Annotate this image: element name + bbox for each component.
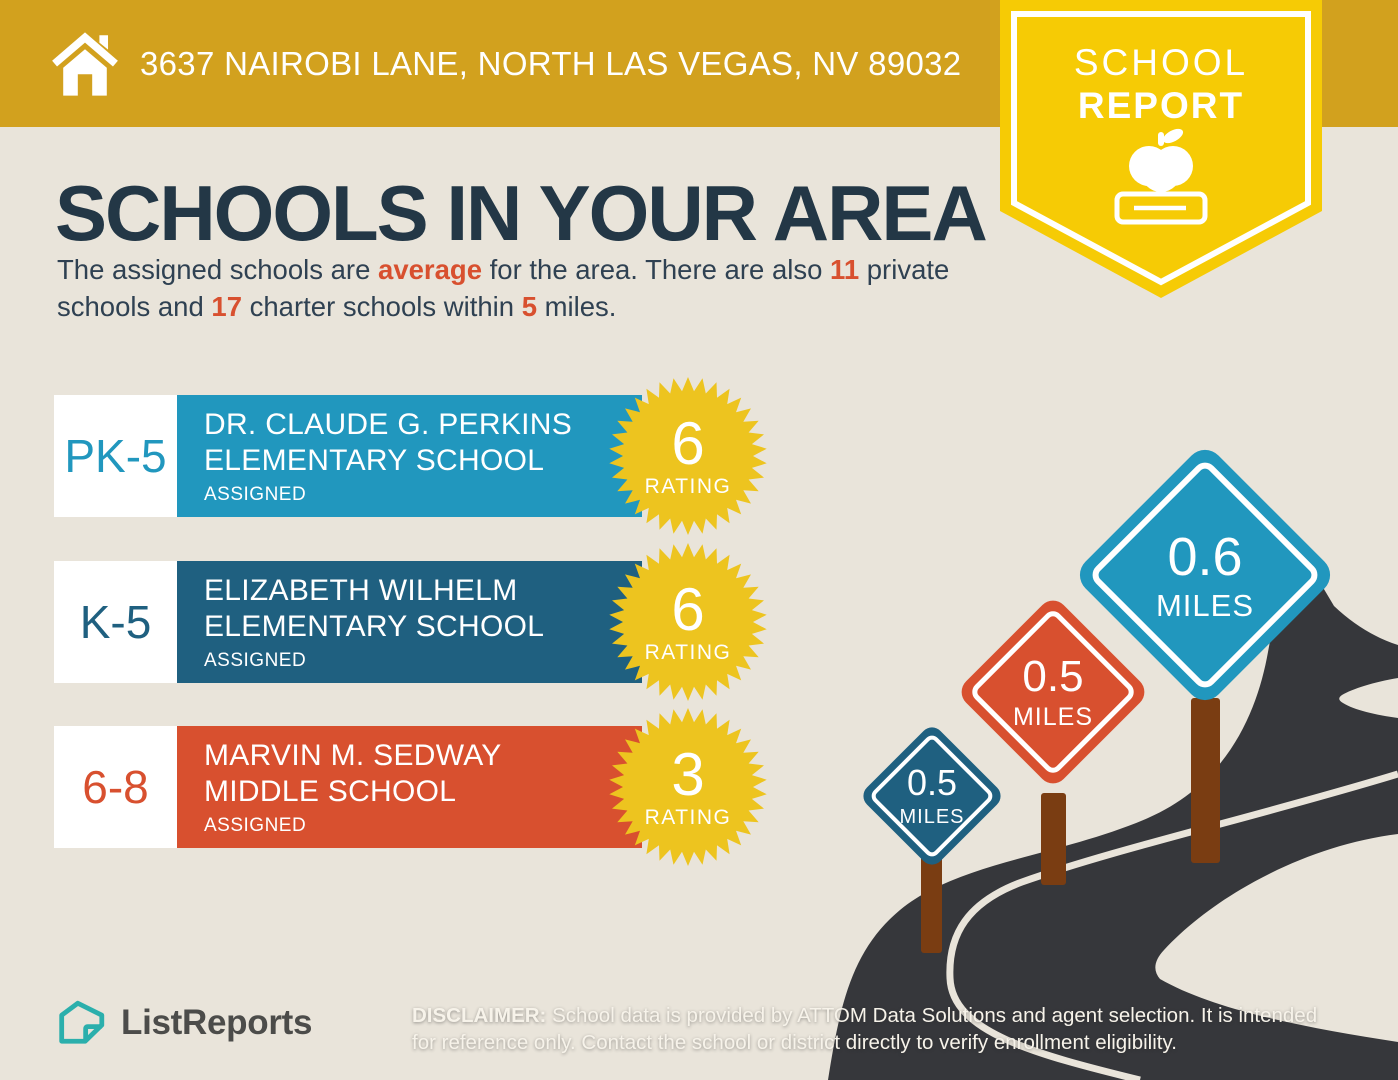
rating-caption: RATING: [644, 641, 732, 664]
grade-range-badge: K-5: [54, 561, 177, 683]
sign-post: [1041, 793, 1066, 885]
assigned-label: ASSIGNED: [204, 649, 307, 671]
property-address: 3637 NAIROBI LANE, NORTH LAS VEGAS, NV 89032: [140, 44, 962, 82]
distance-sign: [984, 623, 1122, 761]
school-name-bar: [177, 561, 642, 683]
listreports-logo: [57, 998, 312, 1048]
school-row: [54, 561, 768, 683]
school-name: DR. CLAUDE G. PERKINS ELEMENTARY SCHOOL: [204, 407, 573, 477]
sign-post: [1191, 698, 1220, 863]
sign-distance: 0.5: [906, 762, 958, 803]
rating-badge: [608, 376, 768, 536]
sign-distance: 0.5: [1022, 651, 1084, 701]
disclaimer: DISCLAIMER: School data is provided by ATTOM Data Solutions and agent selection. It is intended for reference only. Contact the school or district directly to verify enrollment eligibility.: [412, 1004, 1318, 1054]
grade-range-badge: 6-8: [54, 726, 177, 848]
listreports-house-icon: [57, 998, 107, 1048]
rating-value: 6: [671, 576, 705, 643]
school-name-bar: [177, 726, 642, 848]
school-name-bar: [177, 395, 642, 517]
grade-range-badge: PK-5: [54, 395, 177, 517]
rating-caption: RATING: [644, 806, 732, 829]
rating-badge: [608, 707, 768, 867]
school-name: MARVIN M. SEDWAY MIDDLE SCHOOL: [204, 738, 502, 808]
school-row: [54, 395, 768, 517]
assigned-label: ASSIGNED: [204, 483, 307, 505]
disclaimer-label: DISCLAIMER:: [412, 1004, 547, 1027]
ribbon-word-school: SCHOOL: [1073, 42, 1249, 83]
distance-sign: [880, 744, 984, 848]
distance-sign: [1111, 481, 1299, 669]
sign-distance: 0.6: [1167, 526, 1243, 587]
school-report-badge: [1000, 0, 1322, 300]
school-row: [54, 726, 768, 848]
assigned-label: ASSIGNED: [204, 814, 307, 836]
rating-badge: [608, 542, 768, 702]
sign-post: [921, 853, 942, 953]
page-title: SCHOOLS IN YOUR AREA: [55, 169, 986, 257]
home-icon: [48, 26, 122, 102]
school-name: ELIZABETH WILHELM ELEMENTARY SCHOOL: [204, 573, 545, 643]
brand-name: ListReports: [121, 1003, 313, 1042]
sign-unit: MILES: [1012, 702, 1094, 731]
sign-unit: MILES: [1155, 587, 1255, 623]
sign-unit: MILES: [899, 806, 965, 828]
rating-caption: RATING: [644, 475, 732, 498]
intro-text: The assigned schools are average for the area. There are also 11 private schools and 17 charter schools within 5 miles.: [57, 254, 950, 322]
rating-value: 3: [671, 741, 705, 808]
ribbon-word-report: REPORT: [1077, 84, 1245, 126]
ribbon-title: [1000, 42, 1322, 128]
rating-value: 6: [671, 410, 705, 477]
